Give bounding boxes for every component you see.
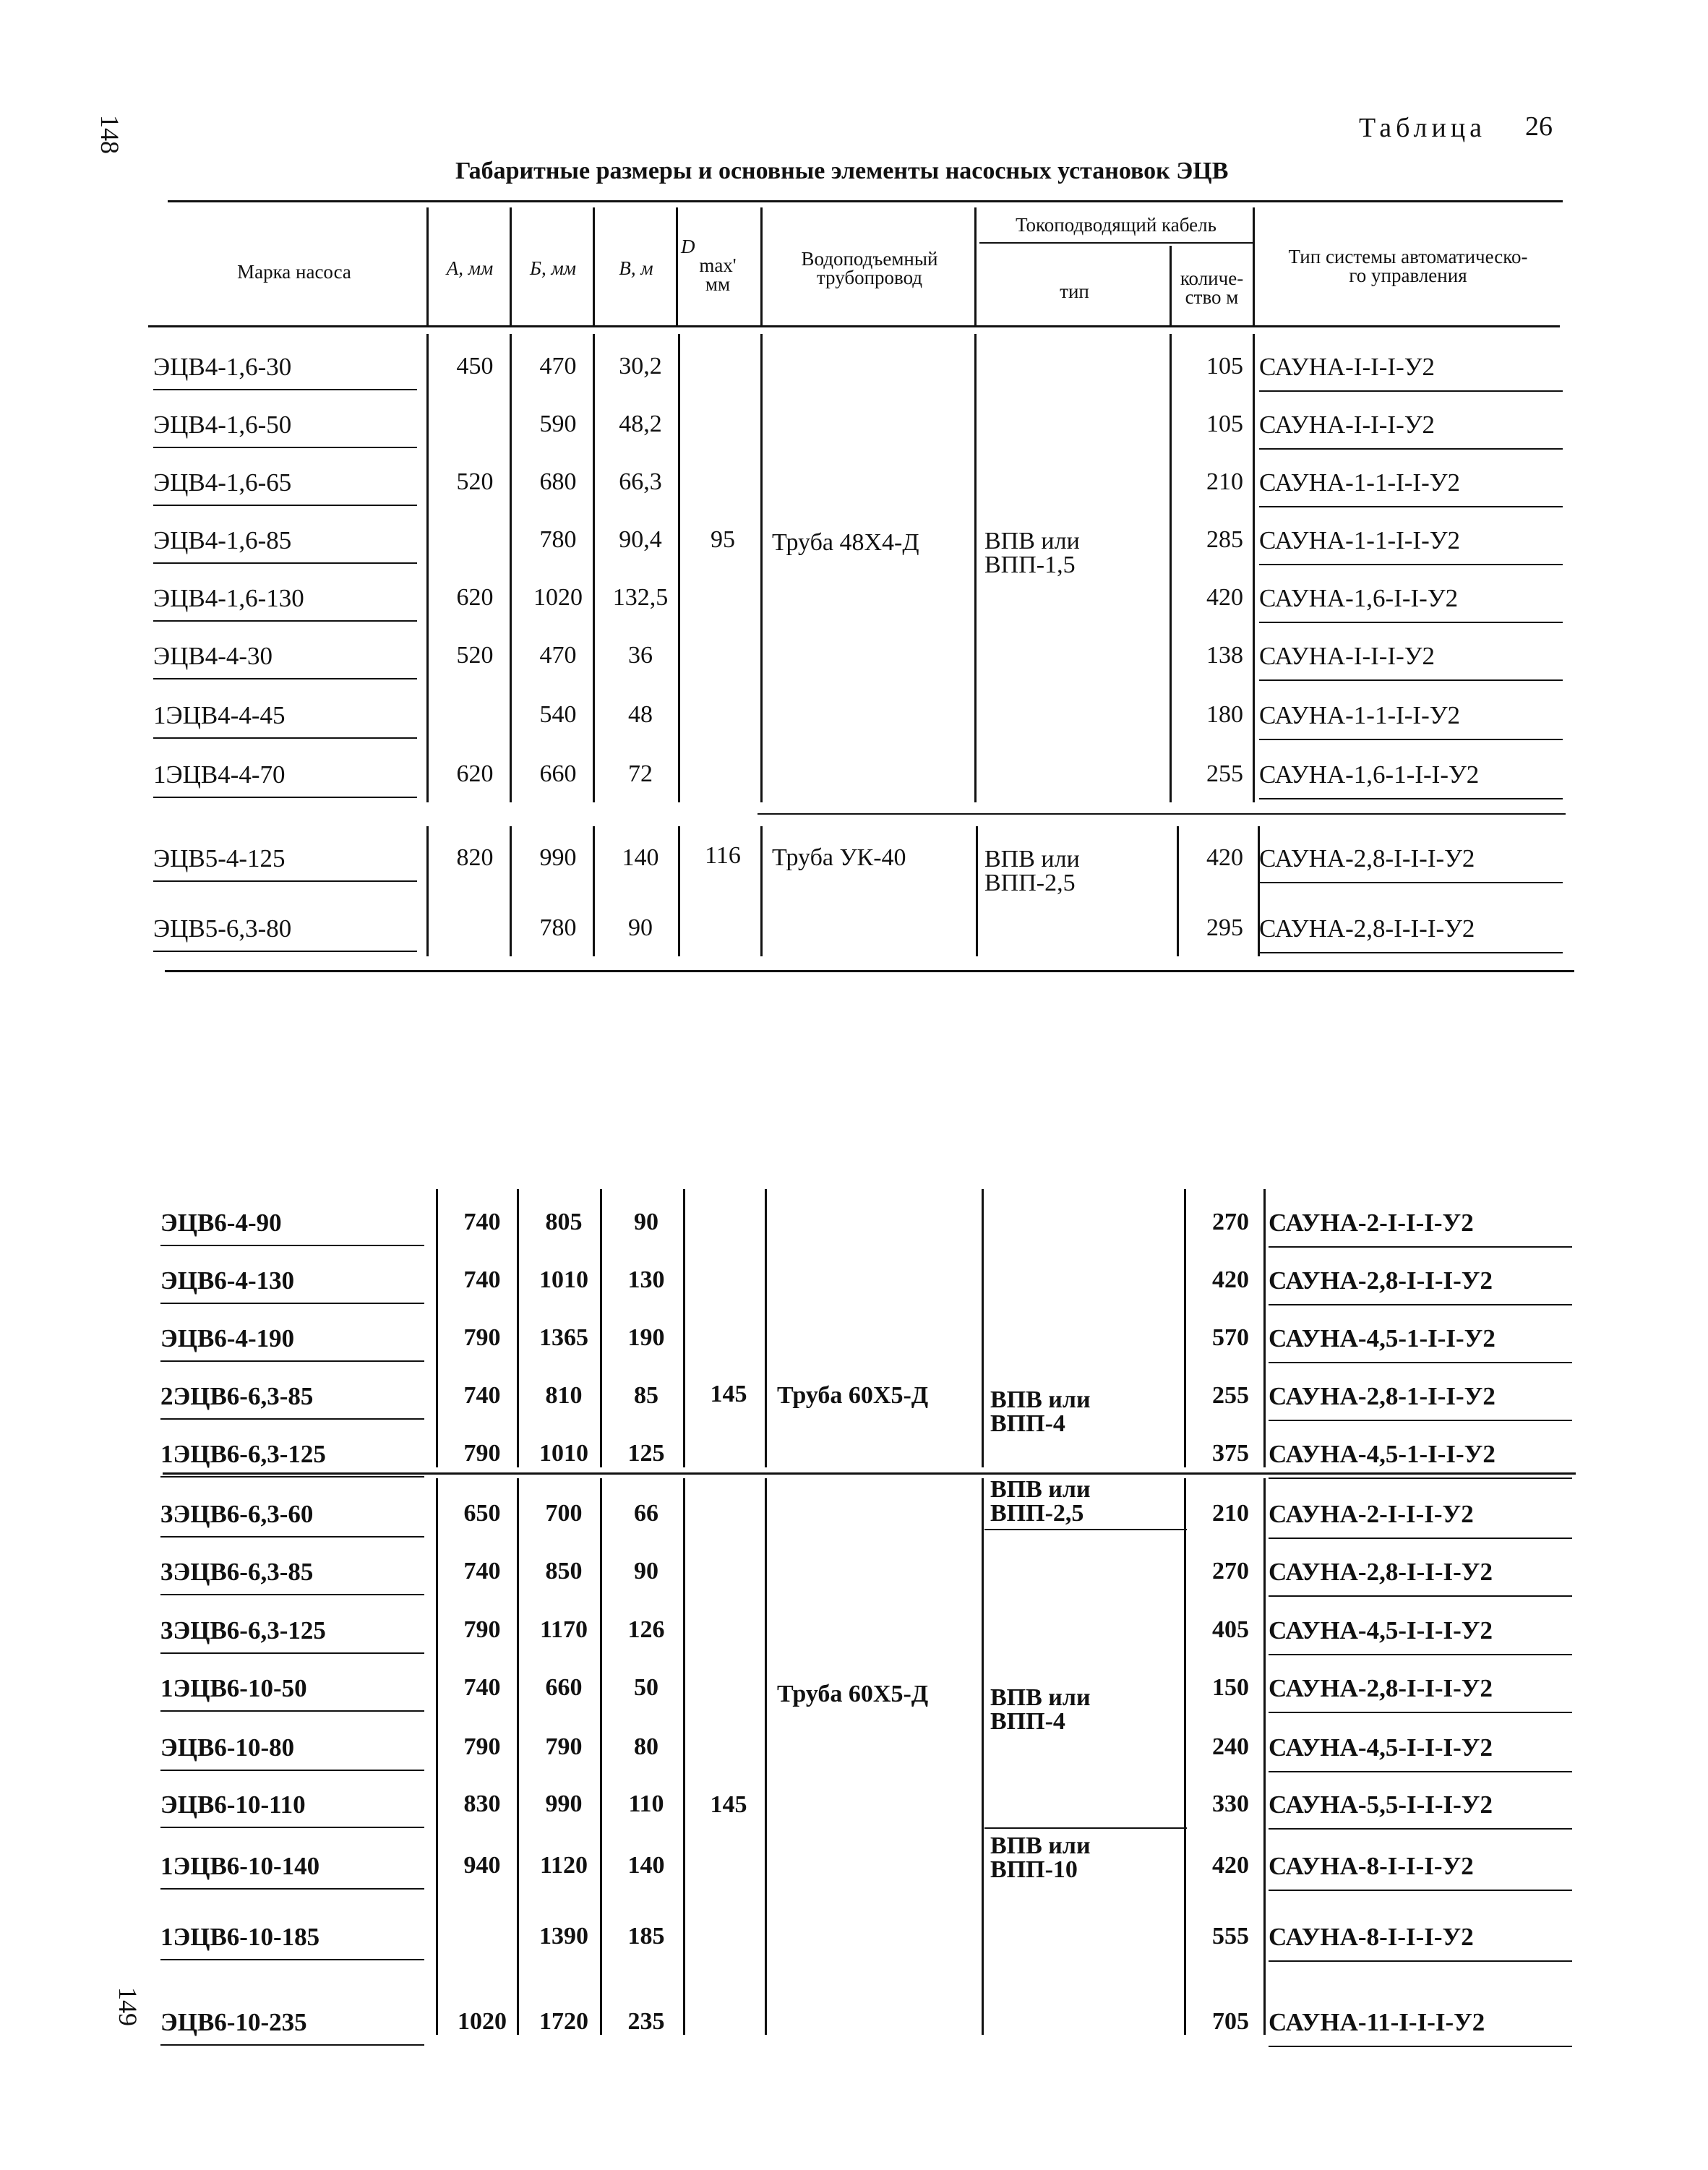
dim-v: 36 [628,642,653,669]
dim-v: 48,2 [619,411,662,437]
pump-mark: 1ЭЦВ6-10-50 [160,1674,307,1702]
header-auto-l2: го управления [1349,265,1467,286]
row-rule [160,1594,424,1595]
cable-length: 420 [1212,1266,1249,1293]
row-rule [1269,1246,1572,1248]
dim-a: 520 [456,468,494,495]
pump-mark: ЭЦВ6-10-235 [160,2008,307,2036]
row-rule [1269,1304,1572,1305]
row-rule [1269,1420,1572,1421]
dim-v: 48 [628,701,653,728]
cable-type-line1: ВПВ или [990,1684,1091,1711]
dim-v: 235 [627,2008,665,2035]
dim-v: 30,2 [619,353,662,379]
pump-mark: ЭЦВ6-10-110 [160,1791,306,1819]
dim-a: 740 [463,1209,501,1235]
header-pipe-l2: трубопровод [816,267,923,288]
row-rule [160,1959,424,1960]
dim-a: 790 [463,1324,501,1351]
cable-length: 255 [1212,1382,1249,1409]
dim-v: 126 [627,1616,665,1643]
row-rule [1259,448,1563,450]
dim-b: 810 [545,1382,583,1409]
dim-b: 1170 [539,1616,588,1643]
cable-length: 180 [1206,701,1243,728]
cable-length: 420 [1206,844,1243,871]
row-rule [1269,1712,1572,1713]
row-rule [1259,622,1563,623]
header-pipe [765,249,974,287]
pump-mark: ЭЦВ4-1,6-50 [153,411,292,439]
pump-mark: ЭЦВ4-1,6-65 [153,468,292,497]
header-cable: Токоподводящий кабель [1016,214,1216,236]
dim-b: 780 [539,526,577,553]
pump-mark: ЭЦВ4-1,6-130 [153,584,304,612]
dmax-value: 116 [705,842,741,869]
cable-length: 420 [1212,1852,1249,1879]
dim-b: 700 [545,1500,583,1527]
automation-type: САУНА-4,5-I-I-I-У2 [1269,1616,1493,1644]
row-rule [160,1360,424,1362]
row-rule [1259,882,1563,883]
row-rule [1259,679,1563,681]
header-a: А, мм [446,257,494,279]
dim-a: 820 [456,844,494,871]
row-rule [160,1418,424,1420]
dim-v: 90 [634,1558,658,1584]
dmax-value: 95 [711,526,735,553]
row-rule [160,1888,424,1890]
dim-b: 470 [539,353,577,379]
automation-type: САУНА-2,8-I-I-I-У2 [1269,1266,1493,1295]
dim-b: 1720 [539,2008,588,2035]
pump-mark: ЭЦВ6-4-190 [160,1324,295,1352]
dim-a: 790 [463,1616,501,1643]
pipe-type: Труба 60Х5-Д [777,1382,929,1409]
dmax-value: 145 [710,1381,747,1407]
automation-type: САУНА-5,5-I-I-I-У2 [1269,1791,1493,1819]
dim-a: 620 [456,760,494,787]
header-auto-l1: Тип системы автоматическо- [1288,246,1528,267]
dim-v: 190 [627,1324,665,1351]
row-rule [1269,1362,1572,1363]
page-number-bottom: 149 [113,1987,142,2026]
automation-type: САУНА-8-I-I-I-У2 [1269,1852,1474,1880]
row-rule [160,1536,424,1538]
dim-a: 520 [456,642,494,669]
row-rule [1269,1960,1572,1962]
automation-type: САУНА-1,6-I-I-У2 [1259,584,1459,612]
cable-type-line1: ВПВ или [990,1386,1091,1413]
automation-type: САУНА-2,8-I-I-I-У2 [1269,1674,1493,1702]
cable-type-line1: ВПВ или [990,1476,1091,1503]
dim-b: 1365 [539,1324,588,1351]
pump-mark: ЭЦВ4-4-30 [153,642,273,670]
cable-length: 285 [1206,526,1243,553]
header-qty-l2: ство м [1185,286,1239,308]
cable-length: 295 [1206,914,1243,941]
row-rule [160,2044,424,2046]
row-rule [1269,1654,1572,1655]
header-b: Б, мм [530,257,576,279]
dim-a: 830 [463,1791,501,1817]
dim-a: 1020 [458,2008,507,2035]
cable-length: 555 [1212,1923,1249,1950]
dim-v: 85 [634,1382,658,1409]
row-rule [160,1303,424,1304]
row-rule [1269,1890,1572,1891]
cable-type-line2: ВПП-1,5 [984,552,1076,578]
cable-length: 138 [1206,642,1243,669]
dim-b: 1010 [539,1266,588,1293]
row-rule [153,447,417,448]
dim-a: 740 [463,1674,501,1701]
row-rule [160,1827,424,1828]
automation-type: САУНА-11-I-I-I-У2 [1269,2008,1485,2036]
header-auto [1256,247,1560,285]
dim-b: 540 [539,701,577,728]
dim-a: 450 [456,353,494,379]
cable-type-line2: ВПП-2,5 [990,1500,1084,1527]
automation-type: САУНА-2,8-I-I-I-У2 [1259,844,1475,872]
pump-mark: 1ЭЦВ4-4-45 [153,701,286,729]
automation-type: САУНА-8-I-I-I-У2 [1269,1923,1474,1951]
header-pipe-l1: Водоподъемный [801,248,938,270]
row-rule [160,1710,424,1712]
cable-length: 270 [1212,1558,1249,1584]
table-label: Таблица [1359,113,1487,143]
table-title: Габаритные размеры и основные элементы насосных установок ЭЦВ [455,158,1229,184]
automation-type: САУНА-4,5-I-I-I-У2 [1269,1733,1493,1762]
dim-b: 1010 [539,1440,588,1467]
row-rule [1269,2046,1572,2047]
row-rule [1259,390,1563,392]
automation-type: САУНА-I-I-I-У2 [1259,642,1436,670]
dim-v: 66 [634,1500,658,1527]
pump-mark: 1ЭЦВ4-4-70 [153,760,286,789]
dim-b: 790 [545,1733,583,1760]
pump-mark: 1ЭЦВ6-6,3-125 [160,1440,326,1468]
cable-length: 105 [1206,411,1243,437]
table-number: 26 [1525,111,1553,142]
dim-a: 740 [463,1382,501,1409]
cable-length: 150 [1212,1674,1249,1701]
dim-b: 470 [539,642,577,669]
pump-mark: 3ЭЦВ6-6,3-85 [160,1558,314,1586]
header-qty [1171,269,1253,306]
dim-v: 90,4 [619,526,662,553]
row-rule [1269,1478,1572,1479]
header-v: В, м [619,257,653,279]
row-rule [1259,564,1563,565]
dim-b: 1390 [539,1923,588,1950]
row-rule [153,880,417,882]
pump-mark: 1ЭЦВ6-10-140 [160,1852,320,1880]
cable-length: 330 [1212,1791,1249,1817]
dim-b: 660 [545,1674,583,1701]
dim-v: 66,3 [619,468,662,495]
pump-mark: 3ЭЦВ6-6,3-125 [160,1616,326,1644]
row-rule [1259,506,1563,507]
row-rule [1269,1538,1572,1539]
header-dmax-l3: мм [705,273,731,295]
cable-type-line2: ВПП-4 [990,1708,1065,1735]
row-rule [1269,1595,1572,1597]
automation-type: САУНА-2,8-1-I-I-У2 [1269,1382,1495,1410]
row-rule [1269,1771,1572,1772]
row-rule [153,389,417,390]
row-rule [153,678,417,679]
cable-type-line2: ВПП-10 [990,1856,1078,1883]
header-cable-type: тип [1060,280,1089,302]
row-rule [153,562,417,564]
row-rule [160,1476,424,1478]
row-rule [153,620,417,622]
dim-v: 110 [628,1791,664,1817]
pump-mark: 1ЭЦВ6-10-185 [160,1923,320,1951]
pump-mark: ЭЦВ4-1,6-85 [153,526,292,554]
dim-a: 650 [463,1500,501,1527]
dim-v: 50 [634,1674,658,1701]
pipe-type: Труба 60Х5-Д [777,1681,929,1707]
cable-type-line2: ВПП-4 [990,1410,1065,1437]
dim-b: 805 [545,1209,583,1235]
dim-v: 130 [627,1266,665,1293]
row-rule [160,1770,424,1771]
dim-v: 132,5 [612,584,669,611]
cable-length: 375 [1212,1440,1249,1467]
pump-mark: ЭЦВ6-4-90 [160,1209,282,1237]
dim-v: 80 [634,1733,658,1760]
row-rule [1269,1828,1572,1830]
header-dmax-l1: D [681,236,695,257]
row-rule [160,1652,424,1654]
dim-b: 780 [539,914,577,941]
cable-length: 420 [1206,584,1243,611]
pump-mark: ЭЦВ4-1,6-30 [153,353,292,381]
dim-b: 680 [539,468,577,495]
dim-a: 620 [456,584,494,611]
pipe-type: Труба 48Х4-Д [772,529,919,556]
pump-mark: ЭЦВ5-4-125 [153,844,286,872]
dim-a: 790 [463,1733,501,1760]
dim-b: 990 [545,1791,583,1817]
pump-mark: ЭЦВ6-4-130 [160,1266,295,1295]
pump-mark: ЭЦВ6-10-80 [160,1733,295,1762]
dim-a: 790 [463,1440,501,1467]
dim-v: 185 [627,1923,665,1950]
automation-type: САУНА-I-I-I-У2 [1259,353,1436,381]
dim-v: 140 [627,1852,665,1879]
page-number-top: 148 [95,115,124,154]
cable-type-line1: ВПВ или [984,528,1080,554]
dim-b: 850 [545,1558,583,1584]
cable-length: 570 [1212,1324,1249,1351]
row-rule [153,505,417,506]
cable-length: 210 [1206,468,1243,495]
pipe-type: Труба УК-40 [772,844,906,871]
cable-length: 240 [1212,1733,1249,1760]
cable-length: 255 [1206,760,1243,787]
automation-type: САУНА-2-I-I-I-У2 [1269,1209,1474,1237]
automation-type: САУНА-1,6-1-I-I-У2 [1259,760,1480,789]
cable-length: 105 [1206,353,1243,379]
header-mark: Марка насоса [237,261,351,283]
pump-mark: ЭЦВ5-6,3-80 [153,914,292,943]
row-rule [1259,952,1563,953]
row-rule [153,951,417,952]
dim-v: 125 [627,1440,665,1467]
automation-type: САУНА-4,5-1-I-I-У2 [1269,1440,1495,1468]
dim-b: 990 [539,844,577,871]
dim-v: 72 [628,760,653,787]
automation-type: САУНА-4,5-1-I-I-У2 [1269,1324,1495,1352]
cable-type-line2: ВПП-2,5 [984,870,1076,896]
row-rule [1259,739,1563,740]
dim-v: 140 [622,844,659,871]
automation-type: САУНА-2-I-I-I-У2 [1269,1500,1474,1528]
row-rule [153,797,417,798]
header-dmax [678,237,758,293]
dim-b: 660 [539,760,577,787]
row-rule [160,1245,424,1246]
automation-type: САУНА-2,8-I-I-I-У2 [1269,1558,1493,1586]
dim-a: 740 [463,1266,501,1293]
pump-mark: 3ЭЦВ6-6,3-60 [160,1500,314,1528]
dim-v: 90 [634,1209,658,1235]
header-qty-l1: количе- [1180,267,1244,289]
cable-type-line1: ВПВ или [990,1832,1091,1859]
cable-type-line1: ВПВ или [984,846,1080,872]
dmax-value: 145 [710,1791,747,1818]
dim-b: 1120 [539,1852,588,1879]
row-rule [153,737,417,739]
cable-length: 210 [1212,1500,1249,1527]
automation-type: САУНА-1-1-I-I-У2 [1259,468,1461,497]
dim-v: 90 [628,914,653,941]
automation-type: САУНА-1-1-I-I-У2 [1259,701,1461,729]
dim-a: 940 [463,1852,501,1879]
pump-mark: 2ЭЦВ6-6,3-85 [160,1382,314,1410]
header-dmax-l2: max' [699,254,737,276]
dim-b: 1020 [533,584,583,611]
automation-type: САУНА-I-I-I-У2 [1259,411,1436,439]
cable-length: 705 [1212,2008,1249,2035]
dim-b: 590 [539,411,577,437]
row-rule [1259,798,1563,799]
automation-type: САУНА-1-1-I-I-У2 [1259,526,1461,554]
cable-length: 405 [1212,1616,1249,1643]
cable-length: 270 [1212,1209,1249,1235]
dim-a: 740 [463,1558,501,1584]
automation-type: САУНА-2,8-I-I-I-У2 [1259,914,1475,943]
